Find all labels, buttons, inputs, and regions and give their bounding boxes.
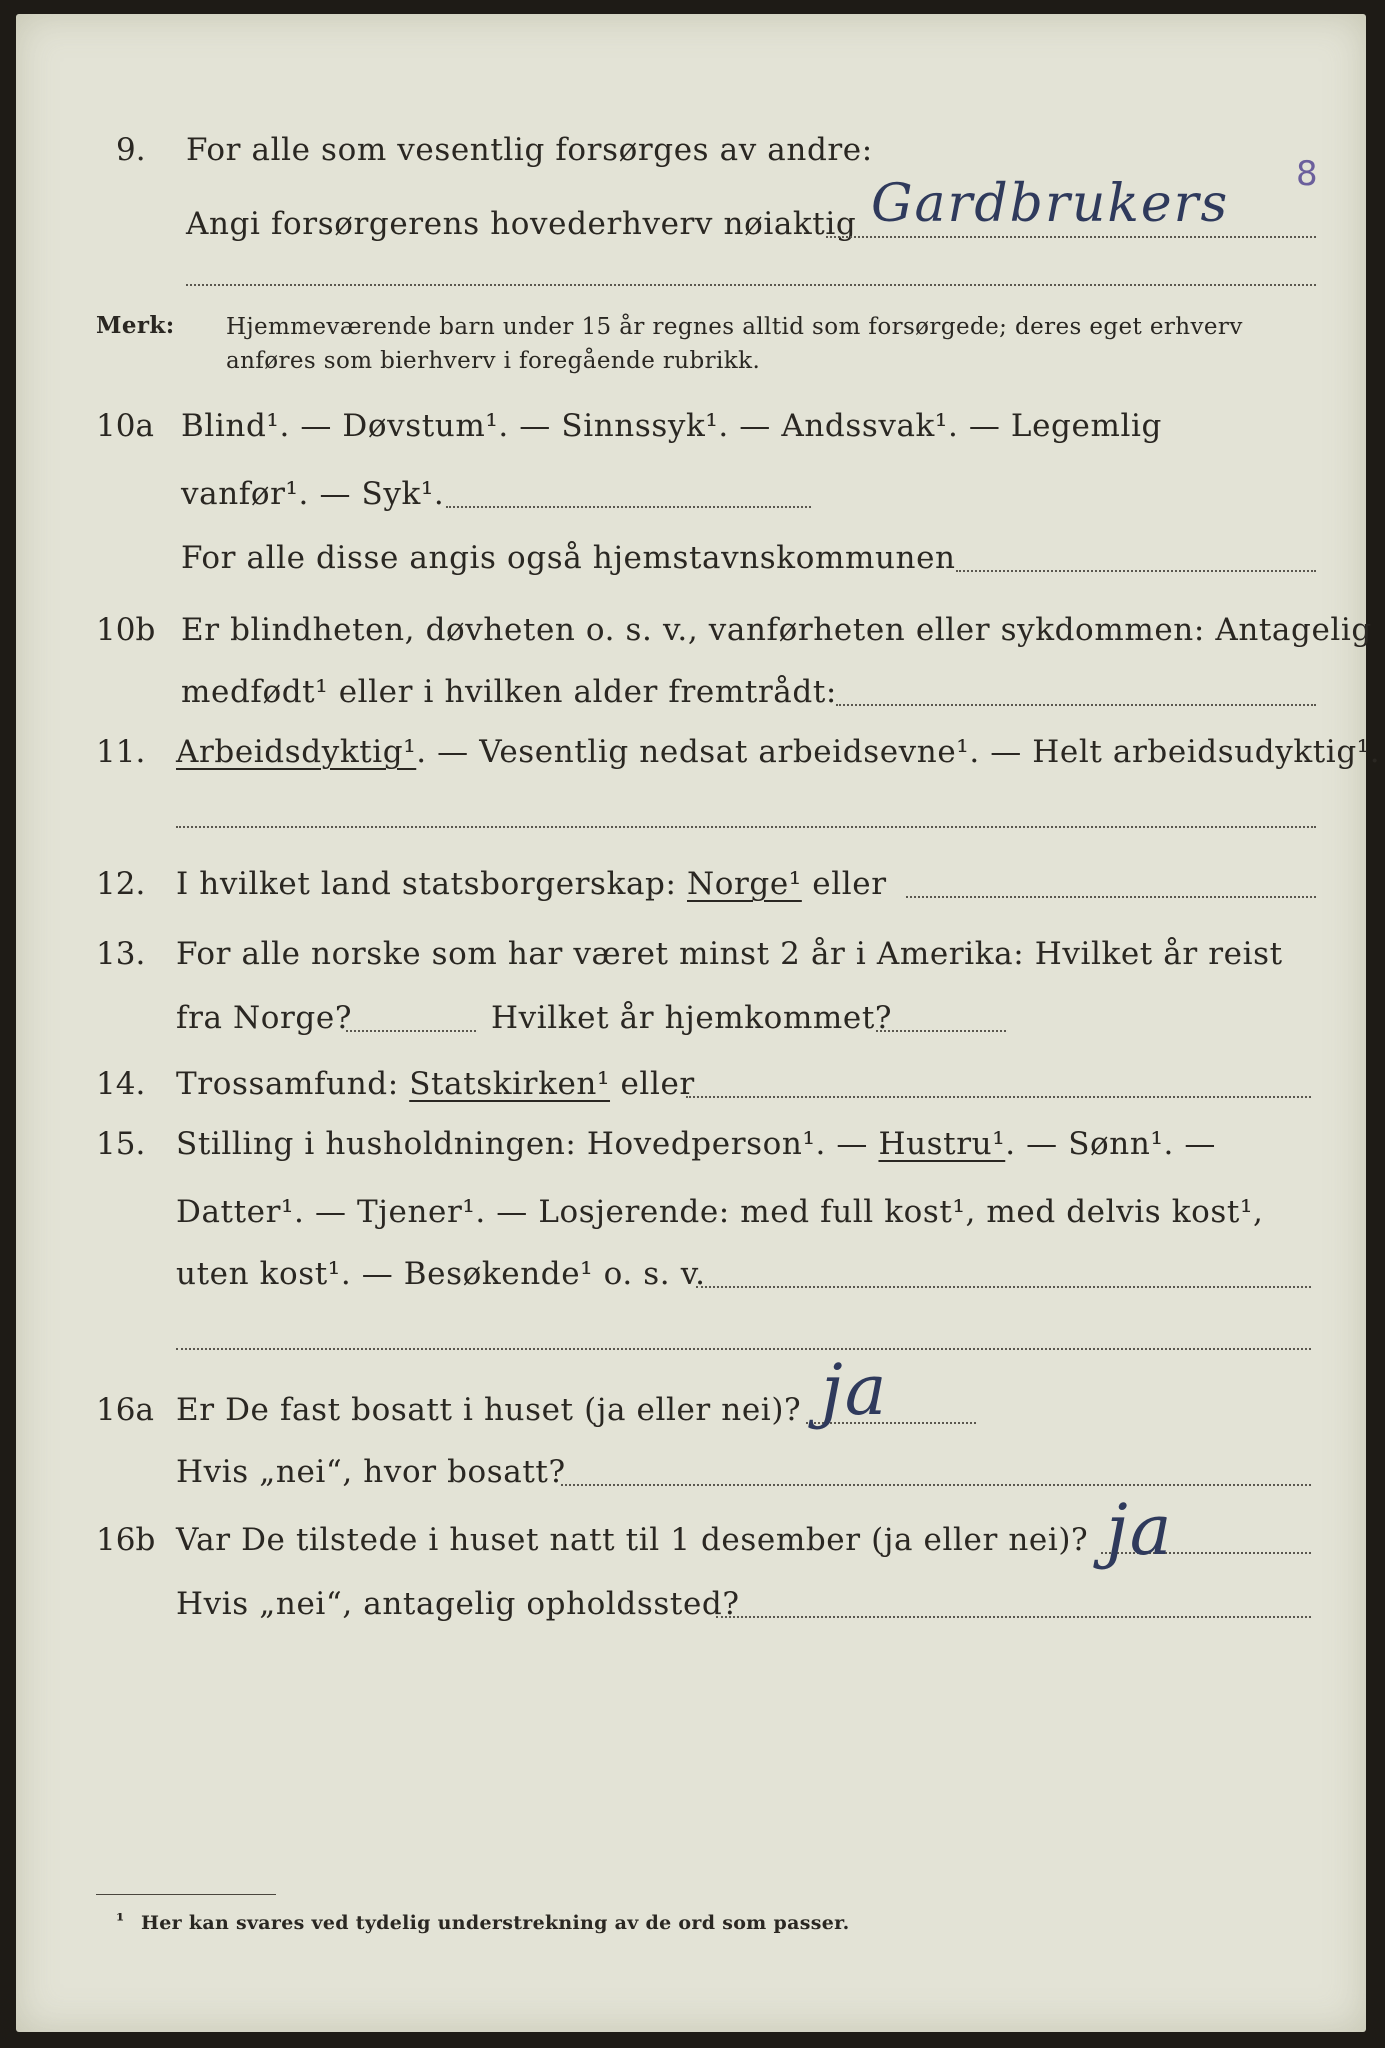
q16b-number: 16b	[96, 1522, 156, 1558]
q10a-syk-line	[446, 506, 811, 508]
q10a-line2: vanfør¹. — Syk¹.	[181, 476, 445, 512]
q12-pre: I hvilket land statsborgerskap:	[176, 866, 677, 902]
q15-line1	[176, 1126, 1216, 1162]
q15-blank-line	[176, 1348, 1311, 1350]
q10b-line1: Er blindheten, døvheten o. s. v., vanførheten eller sykdommen: Antagelig	[181, 612, 1372, 648]
footnote-rule	[96, 1894, 276, 1895]
q16a-handwritten-answer: ja	[821, 1349, 889, 1431]
q9-margin-mark: 8	[1296, 154, 1318, 194]
q13-number: 13.	[96, 936, 146, 972]
q9-answer-line	[826, 236, 1316, 238]
q12-number: 12.	[96, 866, 146, 902]
q10b-number: 10b	[96, 612, 156, 648]
q9-line1: For alle som vesentlig forsørges av andre:	[186, 132, 873, 168]
merk-line1: Hjemmeværende barn under 15 år regnes alltid som forsørgede; deres eget erhverv	[226, 314, 1243, 340]
merk-line2: anføres som bierhverv i foregående rubrikk.	[226, 348, 761, 374]
q15-line1-pre: Stilling i husholdningen: Hovedperson¹. —	[176, 1126, 868, 1162]
q11-line	[176, 734, 1380, 770]
q13-line1: For alle norske som har været minst 2 år i Amerika: Hvilket år reist	[176, 936, 1283, 972]
q13-line2b: Hvilket år hjemkommet?	[491, 1000, 893, 1036]
q10a-kommune-line	[956, 570, 1316, 572]
q15-line1-post: . — Sønn¹. —	[1005, 1126, 1216, 1162]
q16b-opholdssted-line	[716, 1616, 1311, 1618]
footnote-text: Her kan svares ved tydelig understrekning av de ord som passer.	[141, 1912, 850, 1934]
q14-post: eller	[620, 1066, 695, 1102]
q12-line	[176, 866, 887, 902]
census-form-page	[16, 14, 1381, 2032]
footnote-mark: ¹	[116, 1910, 125, 1932]
q12-underlined-option: Norge¹	[687, 866, 802, 902]
q11-number: 11.	[96, 734, 146, 770]
q15-underlined-option: Hustru¹	[878, 1126, 1006, 1162]
q14-number: 14.	[96, 1066, 146, 1102]
q10b-line2: medfødt¹ eller i hvilken alder fremtrådt:	[181, 674, 837, 710]
q10a-line3: For alle disse angis også hjemstavnskommunen	[181, 540, 956, 576]
q15-number: 15.	[96, 1126, 146, 1162]
q11-underlined-option: Arbeidsdyktig¹	[176, 734, 417, 770]
q16b-line1: Var De tilstede i huset natt til 1 desember (ja eller nei)?	[176, 1522, 1089, 1558]
q11-rest: . — Vesentlig nedsat arbeidsevne¹. — Helt arbeidsudyktig¹.	[416, 734, 1381, 770]
q14-line	[176, 1066, 695, 1102]
q10a-number: 10a	[96, 408, 154, 444]
q9-line2: Angi forsørgerens hovederhverv nøiaktig	[186, 206, 857, 242]
q16a-line1: Er De fast bosatt i huset (ja eller nei)?	[176, 1392, 802, 1428]
q9-handwritten-answer: Gardbrukers	[871, 174, 1230, 234]
q16a-line2: Hvis „nei“, hvor bosatt?	[176, 1454, 566, 1490]
q10a-line1: Blind¹. — Døvstum¹. — Sinnssyk¹. — Andssvak¹. — Legemlig	[181, 408, 1162, 444]
q12-answer-line	[906, 896, 1316, 898]
q16b-line2: Hvis „nei“, antagelig opholdssted?	[176, 1586, 740, 1622]
q9-number: 9.	[116, 132, 146, 168]
q10b-answer-line	[836, 704, 1316, 706]
q14-underlined-option: Statskirken¹	[409, 1066, 611, 1102]
q15-line2: Datter¹. — Tjener¹. — Losjerende: med full kost¹, med delvis kost¹,	[176, 1194, 1264, 1230]
q9-blank-line	[186, 284, 1316, 286]
q15-line3: uten kost¹. — Besøkende¹ o. s. v.	[176, 1256, 706, 1292]
q13-reist-line	[346, 1030, 476, 1032]
q14-pre: Trossamfund:	[176, 1066, 399, 1102]
merk-label: Merk:	[96, 312, 175, 339]
q15-answer-line	[696, 1286, 1311, 1288]
q13-line2a: fra Norge?	[176, 1000, 353, 1036]
q14-answer-line	[686, 1096, 1311, 1098]
q11-blank-line	[176, 826, 1316, 828]
q16b-handwritten-answer: ja	[1106, 1489, 1174, 1571]
q16a-number: 16a	[96, 1392, 154, 1428]
q13-hjemkommet-line	[876, 1030, 1006, 1032]
q12-post: eller	[812, 866, 887, 902]
q16a-bosatt-line	[561, 1484, 1311, 1486]
